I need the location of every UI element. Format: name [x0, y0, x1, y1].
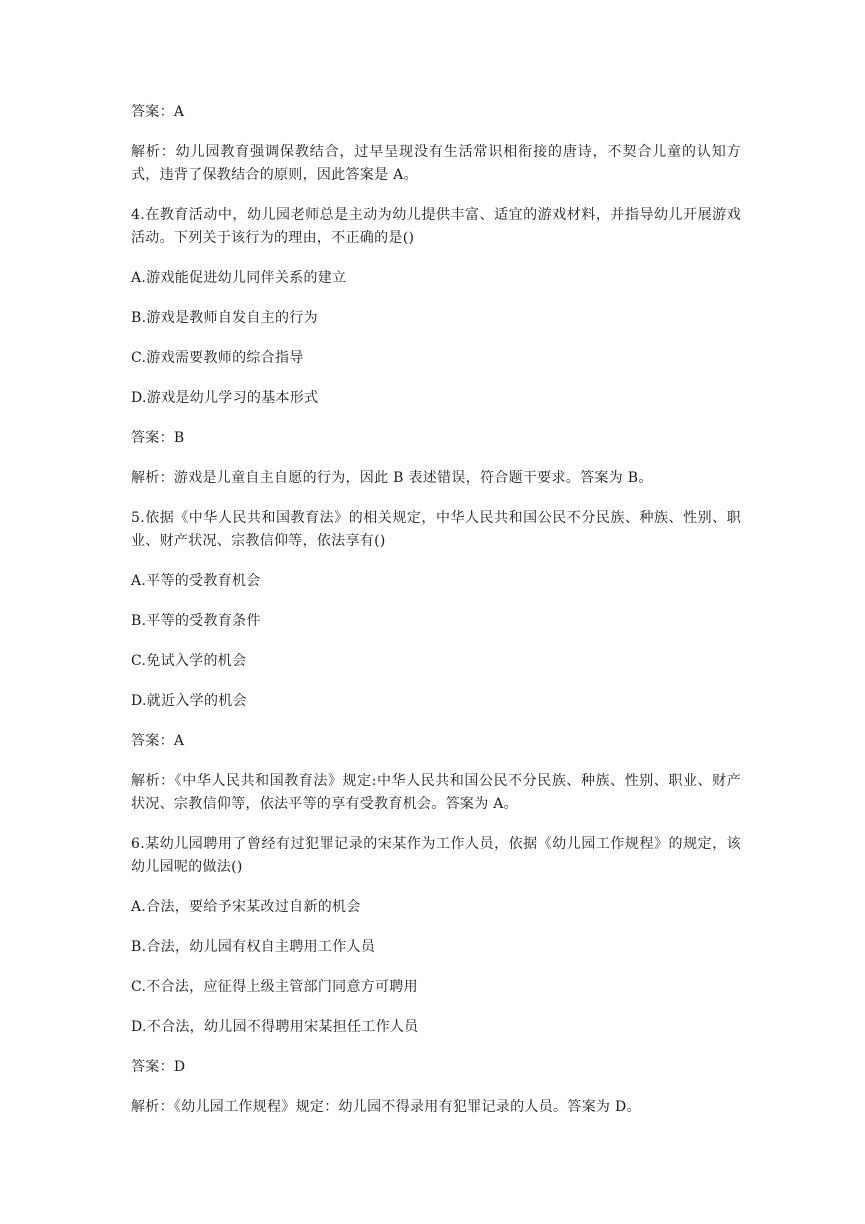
answer-q5: 答案：A	[131, 733, 185, 749]
option-6b: B.合法，幼儿园有权自主聘用工作人员	[131, 939, 376, 955]
answer-q4: 答案：B	[131, 430, 185, 446]
option-6d: D.不合法，幼儿园不得聘用宋某担任工作人员	[131, 1019, 419, 1035]
question-6: 6.某幼儿园聘用了曾经有过犯罪记录的宋某作为工作人员，依据《幼儿园工作规程》的规定，该幼儿园呢的做法()	[131, 836, 741, 875]
analysis-q3: 解析：幼儿园教育强调保教结合，过早呈现没有生活常识相衔接的唐诗，不契合儿童的认知方式，违背了保教结合的原则，因此答案是 A。	[131, 144, 741, 183]
option-5b: B.平等的受教育条件	[131, 613, 261, 629]
answer-q3: 答案：A	[131, 104, 185, 120]
option-4a: A.游戏能促进幼儿同伴关系的建立	[131, 270, 347, 286]
option-5a: A.平等的受教育机会	[131, 573, 261, 589]
option-4c: C.游戏需要教师的综合指导	[131, 350, 304, 366]
option-5d: D.就近入学的机会	[131, 693, 247, 709]
question-5: 5.依据《中华人民共和国教育法》的相关规定，中华人民共和国公民不分民族、种族、性别、职业、财产状况、宗教信仰等，依法享有()	[131, 510, 741, 549]
option-6c: C.不合法，应征得上级主管部门同意方可聘用	[131, 979, 418, 995]
analysis-q5: 解析：《中华人民共和国教育法》规定:中华人民共和国公民不分民族、种族、性别、职业、财产状况、宗教信仰等，依法平等的享有受教育机会。答案为 A。	[131, 773, 741, 812]
analysis-q6: 解析：《幼儿园工作规程》规定：幼儿园不得录用有犯罪记录的人员。答案为 D。	[131, 1099, 641, 1115]
analysis-q4: 解析：游戏是儿童自主自愿的行为，因此 B 表述错误，符合题干要求。答案为 B。	[131, 470, 653, 486]
document-page	[131, 101, 741, 1136]
question-4: 4.在教育活动中，幼儿园老师总是主动为幼儿提供丰富、适宜的游戏材料，并指导幼儿开展游戏活动。下列关于该行为的理由，不正确的是()	[131, 207, 741, 246]
option-4d: D.游戏是幼儿学习的基本形式	[131, 390, 319, 406]
option-4b: B.游戏是教师自发自主的行为	[131, 310, 318, 326]
option-6a: A.合法，要给予宋某改过自新的机会	[131, 899, 361, 915]
option-5c: C.免试入学的机会	[131, 653, 247, 669]
answer-q6: 答案：D	[131, 1059, 186, 1075]
